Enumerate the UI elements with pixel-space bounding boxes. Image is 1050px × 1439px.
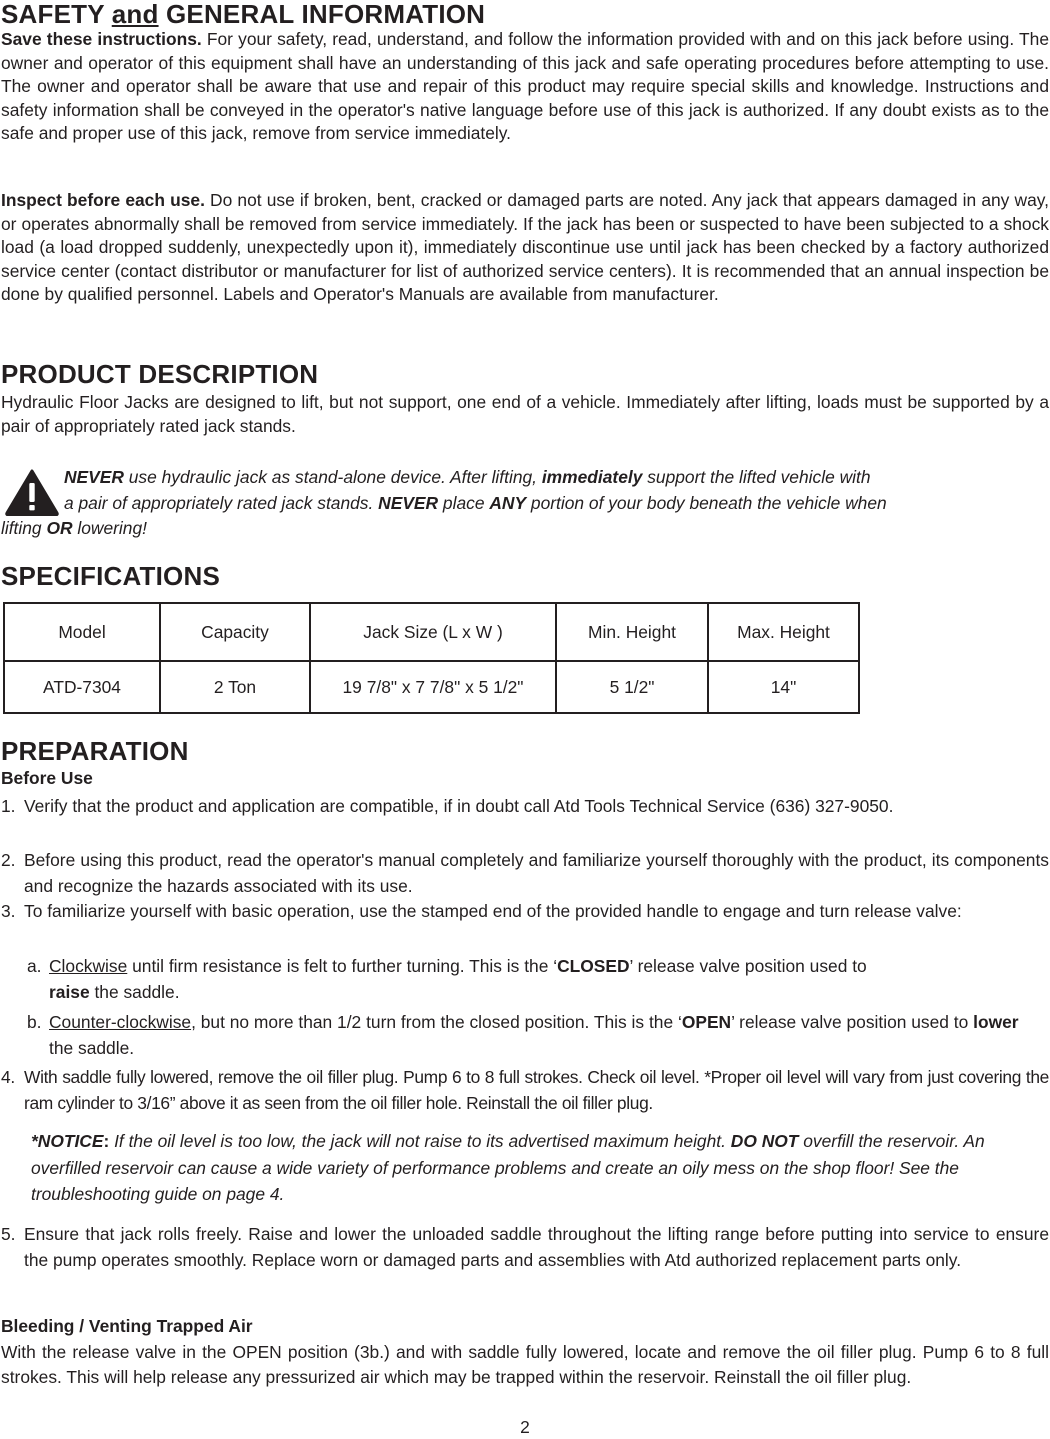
safety-heading: SAFETY and GENERAL INFORMATION [1,0,486,29]
cell-model: ATD-7304 [4,661,160,713]
prep-subitem-b: b. Counter-clockwise, but no more than 1/2 turn from the closed position. This is the ‘OPEN’ release valve position used to lower the saddle. [27,1012,1019,1058]
safety-paragraph-inspect: Inspect before each use. Do not use if broken, bent, cracked or damaged parts are noted. Any jack that appears damaged in any way, or operates abnormally shall be removed from service immediately. If the jack has been or suspected to have been subjected to a shock load (a load dropped suddenly, unexpectedly upon it), immediately discontinue use until jack has been checked by a factory authorized service center (contact distributor or manufacturer for list of authorized service centers). It is recommended that an annual inspection be done by qualified personnel. Labels and Operator's Manuals are available from manufacturer. [1,190,1049,304]
page-number: 2 [520,1417,530,1437]
header-min-height: Min. Height [556,603,708,661]
prep-item-2: 2. Before using this product, read the operator's manual completely and familiarize yourself thoroughly with the product, its components and recognize the hazards associated with its use. [1,850,1049,896]
specifications-table [3,602,860,714]
product-description-heading: PRODUCT DESCRIPTION [1,359,319,389]
header-capacity: Capacity [160,603,310,661]
before-use-subheading: Before Use [1,768,93,788]
notice-block: *NOTICE: If the oil level is too low, the jack will not raise to its advertised maximum height. DO NOT overfill the reservoir. An overfilled reservoir can cause a wide variety of performance problems and create an oily mess on the shop floor! See the troubleshooting guide on page 4. [31,1131,985,1204]
table-row [4,661,859,713]
specifications-heading: SPECIFICATIONS [1,561,221,591]
header-max-height: Max. Height [708,603,859,661]
table-header-row [4,603,859,661]
preparation-heading: PREPARATION [1,736,189,766]
cell-jack-size: 19 7/8" x 7 7/8" x 5 1/2" [310,661,556,713]
product-description-text: Hydraulic Floor Jacks are designed to lift, but not support, one end of a vehicle. Immediately after lifting, loads must be supported by a pair of appropriately rated jack stands. [1,392,1049,436]
cell-min-height: 5 1/2" [556,661,708,713]
cell-capacity: 2 Ton [160,661,310,713]
bleeding-subheading: Bleeding / Venting Trapped Air [1,1316,253,1336]
prep-item-3: 3. To familiarize yourself with basic operation, use the stamped end of the provided handle to engage and turn release valve: [1,901,962,921]
header-model: Model [4,603,160,661]
bleeding-text: With the release valve in the OPEN position (3b.) and with saddle fully lowered, locate and remove the oil filler plug. Pump 6 to 8 full strokes. This will help release any pressurized air which may be trapped within the reservoir. Reinstall the oil filler plug. [1,1342,1049,1387]
prep-subitem-a: a. Clockwise until firm resistance is felt to further turning. This is the ‘CLOSED’ release valve position used to raise the saddle. [27,956,867,1002]
prep-item-5: 5. Ensure that jack rolls freely. Raise and lower the unloaded saddle throughout the lifting range before putting into service to ensure the pump operates smoothly. Replace worn or damaged parts and assemblies with Atd authorized replacement parts only. [1,1224,1049,1270]
warning-text: NEVER use hydraulic jack as stand-alone device. After lifting, immediately support the lifted vehicle with a pair of appropriately rated jack stands. NEVER place ANY portion of your body beneath the vehicle when lifting OR lowering! [1,467,887,538]
safety-paragraph-save: Save these instructions. For your safety, read, understand, and follow the information provided with and on this jack before using. The owner and operator of this equipment shall have an understanding of this jack and safe operating procedures before attempting to use. The owner and operator shall be aware that use and repair of this product may require special skills and knowledge. Instructions and safety information shall be conveyed in the operator's native language before use of this jack is authorized. If any doubt exists as to the safe and proper use of this jack, remove from service immediately. [1,29,1049,143]
prep-item-1: 1. Verify that the product and application are compatible, if in doubt call Atd Tools Technical Service (636) 327-9050. [1,796,894,816]
prep-item-4: 4. With saddle fully lowered, remove the oil filler plug. Pump 6 to 8 full strokes. Check oil level. *Proper oil level will vary from just covering the ram cylinder to 3/16” above it as seen from the oil filler hole. Reinstall the oil filler plug. [1,1067,1049,1113]
header-jack-size: Jack Size (L x W ) [310,603,556,661]
cell-max-height: 14" [708,661,859,713]
